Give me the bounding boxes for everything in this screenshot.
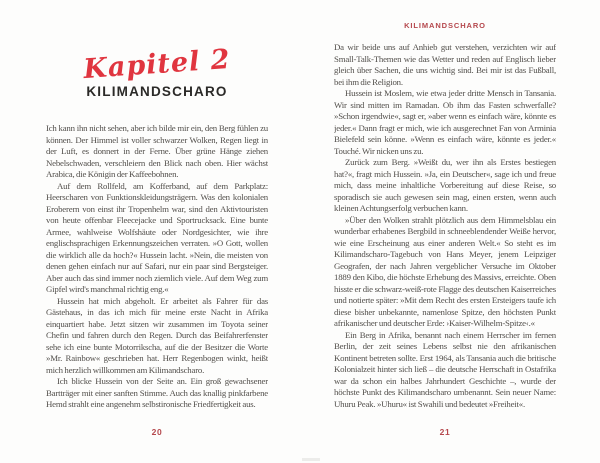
body-paragraph: Ein Berg in Afrika, benannt nach einem Herrscher im fernen Berlin, der zeit seines Lebens selbst nie den afrikanischen Kontinent betreten sollte. Erst 1964, als Tansania auch die britische Kolonialzeit hinter sich ließ – die deutsche Herrschaft in Ostafrika war da schon ein halbes Jahrhundert Geschichte –, wurde der höchste Punkt des Kilimandscharo umbenannt. Sein neuer Name: Uhuru Peak. »Uhuru« ist Swahili und bedeutet »Freiheit«. bbox=[334, 329, 556, 409]
body-paragraph: Zurück zum Berg. »Weißt du, wer ihn als Erstes bestiegen hat?«, fragt mich Hussein. »Ja, ein Deutscher«, sage ich und freue mich, dass meine inhaltliche Vorbereitung auf diese Reise, so sporadisch sie auch gewesen sein mag, einen ersten, wenn auch kleinen Achtungserfolg verbuchen kann. bbox=[334, 157, 556, 213]
page-edge-artifact bbox=[302, 458, 320, 461]
page-number-right: 21 bbox=[439, 427, 451, 437]
page-20 bbox=[46, 0, 268, 463]
page-20-body-text bbox=[46, 123, 268, 411]
chapter-title: KILIMANDSCHARO bbox=[86, 84, 228, 99]
page-21-body-text bbox=[334, 42, 556, 410]
chapter-number-script: Kapitel 2 bbox=[82, 43, 232, 86]
body-paragraph: Hussein hat mich abgeholt. Er arbeitet als Fahrer für das Gästehaus, in das ich mich für meine erste Nacht in Afrika einquartiert habe. Jetzt sitzen wir zusammen im Toyota seiner Chefin und fahren durch den Regen. Durch das Beifahrerfenster sehe ich eine bunte Motorrikscha, auf die der Besitzer die Worte »Mr. Rainbow« geschrieben hat. Herr Regenbogen winkt, heißt mich herzlich willkommen am Kilimandscharo. bbox=[46, 295, 268, 375]
body-paragraph: Ich kann ihn nicht sehen, aber ich bilde mir ein, den Berg fühlen zu können. Der Himmel ist voller schwarzer Wolken, Regen liegt in der Luft, es donnert in der Ferne. Über grüne Hänge ziehen Nebelschwaden, verschleiern den Blick nach oben. Hier wächst Arabica, die Königin der Kaffeebohnen. bbox=[46, 123, 268, 179]
body-paragraph: Auf dem Rollfeld, am Kofferband, auf dem Parkplatz: Heerscharen von Funktionskleidungsträgern. Was den kolonialen Eroberern von einst ihr Tropenhelm war, sind den Aktivtouristen von heute offenbar Fleecejacke und Sportrucksack. Eine bunte Armee, wahlweise Wolfshäute oder Nordgesichter, wie ihre englischsprachigen Erkennungszeichen verraten. »O Gott, wollen die wirklich alle da hoch?« Hussein lacht. »Nein, die meisten von denen gehen einfach nur auf Safari, nur ein paar sind Bergsteiger. Aber auch das sind immer noch ziemlich viele. Auf dem Weg zum Gipfel wird's manchmal richtig eng.« bbox=[46, 180, 268, 294]
body-paragraph: Hussein ist Moslem, wie etwa jeder dritte Mensch in Tansania. Wir sind mitten im Ramadan. Ob ihm das Fasten schwerfalle? »Schon irgendwie«, sagt er, »aber wenn es einfach wäre, könnte es jeder.« Dann fragt er mich, wie ich ausgerechnet Fan von Arminia Bielefeld sein könne. »Wenn es einfach wäre, könnte es jeder.« Touché. Wir nicken uns zu. bbox=[334, 88, 556, 156]
body-paragraph: Da wir beide uns auf Anhieb gut verstehen, verzichten wir auf Small-Talk-Themen wie das Wetter und reden auf Englisch lieber gleich über Sachen, die uns wichtig sind. Bei mir ist das Fußball, bei ihm die Religion. bbox=[334, 42, 556, 87]
page-number-left: 20 bbox=[151, 427, 163, 437]
body-paragraph: »Über den Wolken strahlt plötzlich aus dem Himmelsblau ein wunderbar erhabenes Bergbild in schneeblendender Weiße hervor, wie eine Erscheinung aus einer anderen Welt.« So steht es im Kilimandscharo-Tagebuch von Hans Meyer, jenem Leipziger Geografen, der nach Jahren vergeblicher Versuche im Oktober 1889 den Kibo, die höchste Erhebung des Massivs, erreichte. Oben hisste er die schwarz-weiß-rote Flagge des deutschen Kaiserreiches und notierte später: »Mit dem Recht des ersten Ersteigers taufe ich diese bisher unbekannte, namenlose Spitze, den höchsten Punkt afrikanischer und deutscher Erde: ›Kaiser-Wilhelm-Spitze‹.« bbox=[334, 214, 556, 328]
body-paragraph: Ich blicke Hussein von der Seite an. Ein groß gewachsener Bartträger mit einer sanften Stimme. Auch das knallig pinkfarbene Hemd strahlt eine angenehm selbstironische Friedfertigkeit aus. bbox=[46, 376, 268, 409]
page-21 bbox=[334, 0, 556, 463]
running-header: KILIMANDSCHARO bbox=[404, 21, 486, 30]
